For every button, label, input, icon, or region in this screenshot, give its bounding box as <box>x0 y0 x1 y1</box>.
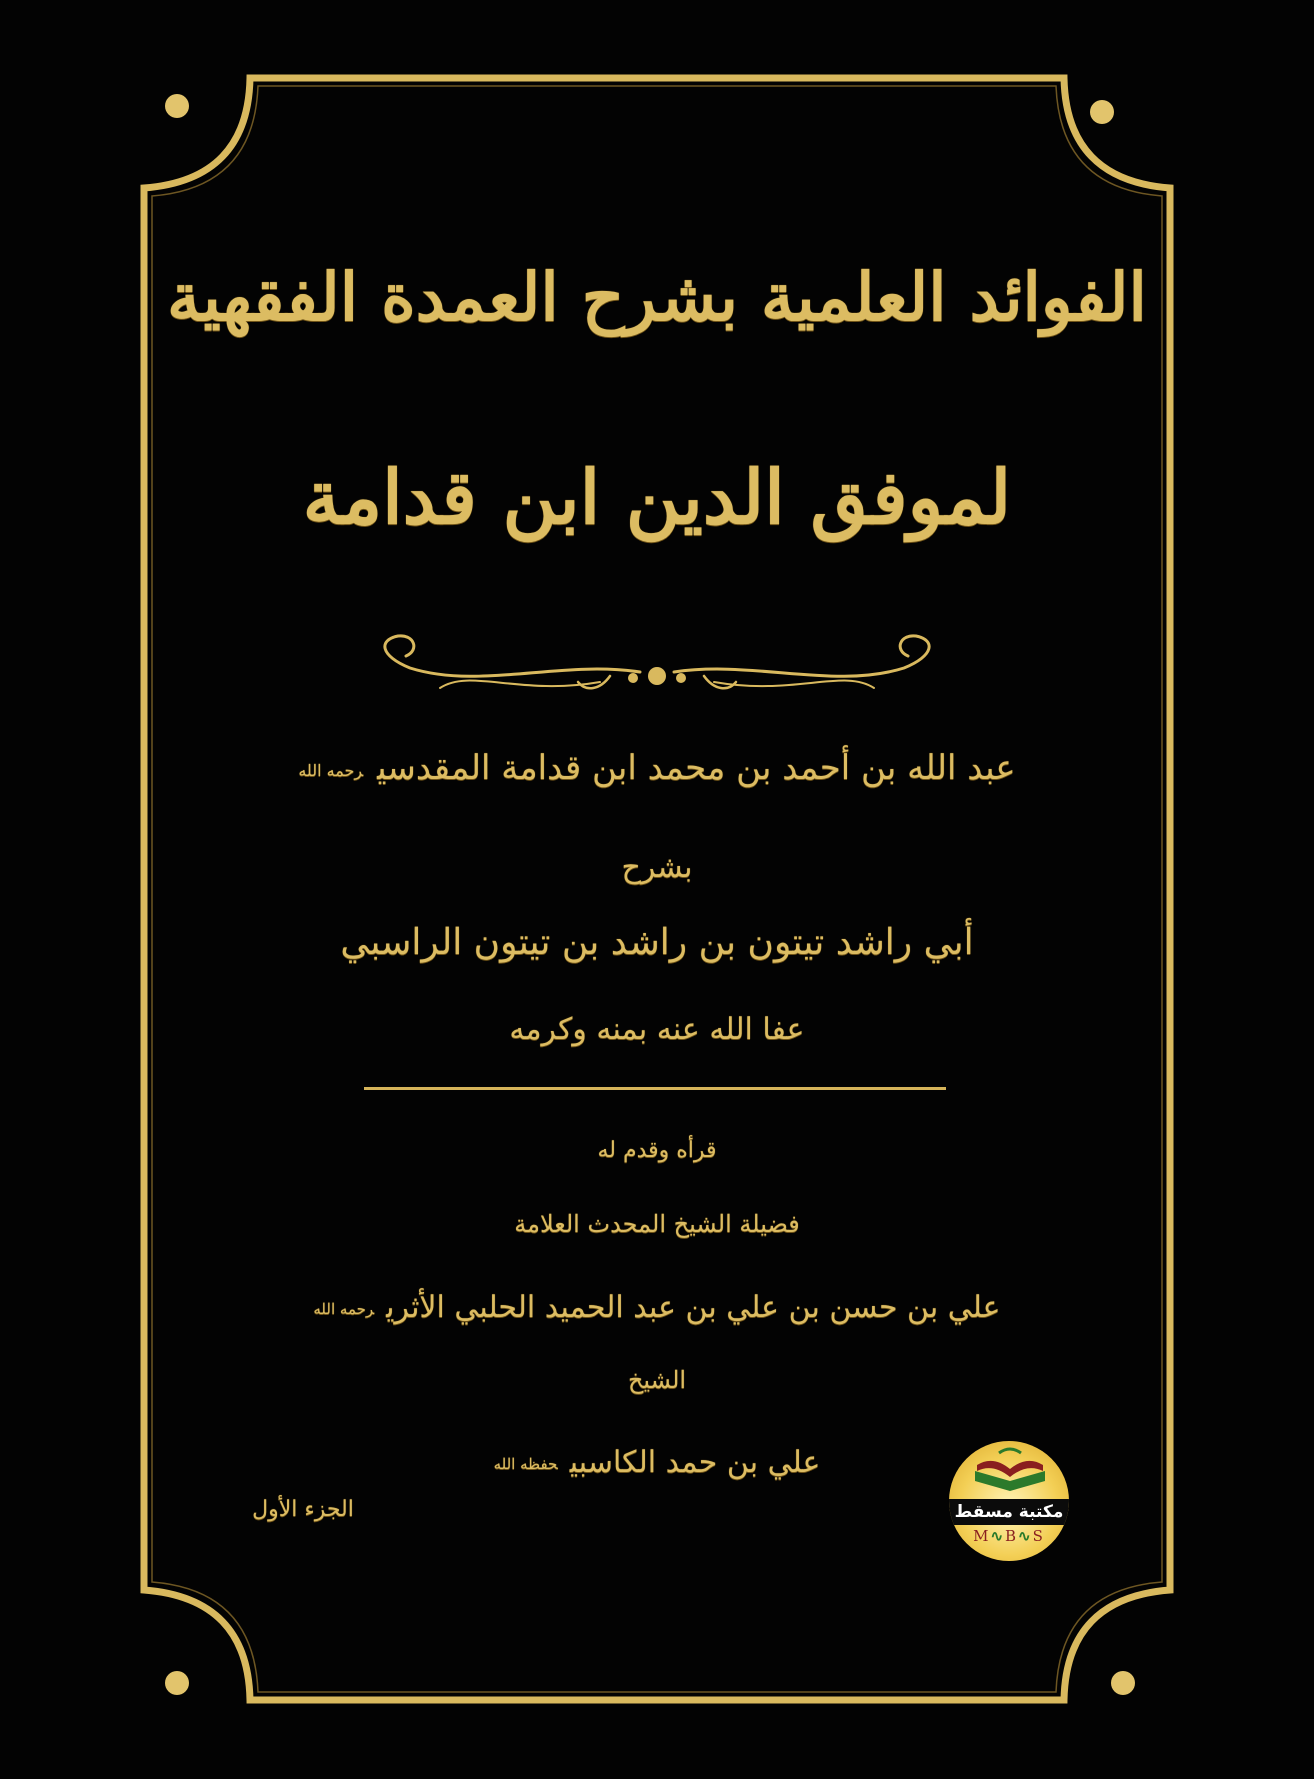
sheikh-name-2-honorific: حفظه الله <box>493 1455 558 1473</box>
sheikh-name-2: علي بن حمد الكاسبي <box>569 1445 821 1480</box>
divider-rule <box>364 1087 946 1090</box>
publisher-initial-m: M <box>973 1527 991 1545</box>
corner-dot-bottom-left <box>165 1671 189 1695</box>
sharh-label: بشرح <box>621 850 693 885</box>
volume-label: الجزء الأول <box>252 1497 354 1522</box>
sheikh-label: الشيخ <box>627 1366 687 1394</box>
corner-dot-top-left <box>165 94 189 118</box>
publisher-logo-badge <box>949 1441 1069 1561</box>
flourish-ornament <box>385 636 929 688</box>
publisher-initials <box>949 1527 1069 1545</box>
book-title-line-2: لموفق الدين ابن قدامة <box>302 455 1012 541</box>
author-honorific: رحمه الله <box>298 760 364 780</box>
author-line <box>0 748 1314 788</box>
publisher-initial-b: B <box>1005 1527 1019 1545</box>
logo-leaf-icon: ∿ <box>990 1527 1006 1545</box>
sheikh-name-2-line <box>0 1445 1314 1480</box>
book-title-line-1: الفوائد العلمية بشرح العمدة الفقهية <box>167 258 1147 336</box>
sheikh-name-1-line <box>0 1290 1314 1325</box>
publisher-name: مكتبة مسقط <box>949 1499 1069 1525</box>
author-name: عبد الله بن أحمد بن محمد ابن قدامة المقدسي <box>377 748 1016 788</box>
sheikh-name-1-honorific: رحمه الله <box>313 1300 375 1318</box>
logo-leaf-icon: ∿ <box>1018 1527 1033 1545</box>
sheikh-title: فضيلة الشيخ المحدث العلامة <box>514 1210 800 1238</box>
commentator-prayer: عفا الله عنه بمنه وكرمه <box>509 1012 805 1047</box>
publisher-logo <box>948 1425 1070 1565</box>
corner-dot-top-right <box>1090 100 1114 124</box>
commentator-name: أبي راشد تيتون بن راشد بن تيتون الراسبي <box>340 922 974 963</box>
corner-dot-bottom-right <box>1111 1671 1135 1695</box>
sheikh-name-1: علي بن حسن بن علي بن عبد الحميد الحلبي الأثري <box>386 1290 1001 1325</box>
publisher-initial-s: S <box>1032 1527 1045 1545</box>
open-book-icon <box>969 1441 1051 1493</box>
read-and-introduced-label: قرأه وقدم له <box>597 1138 717 1163</box>
